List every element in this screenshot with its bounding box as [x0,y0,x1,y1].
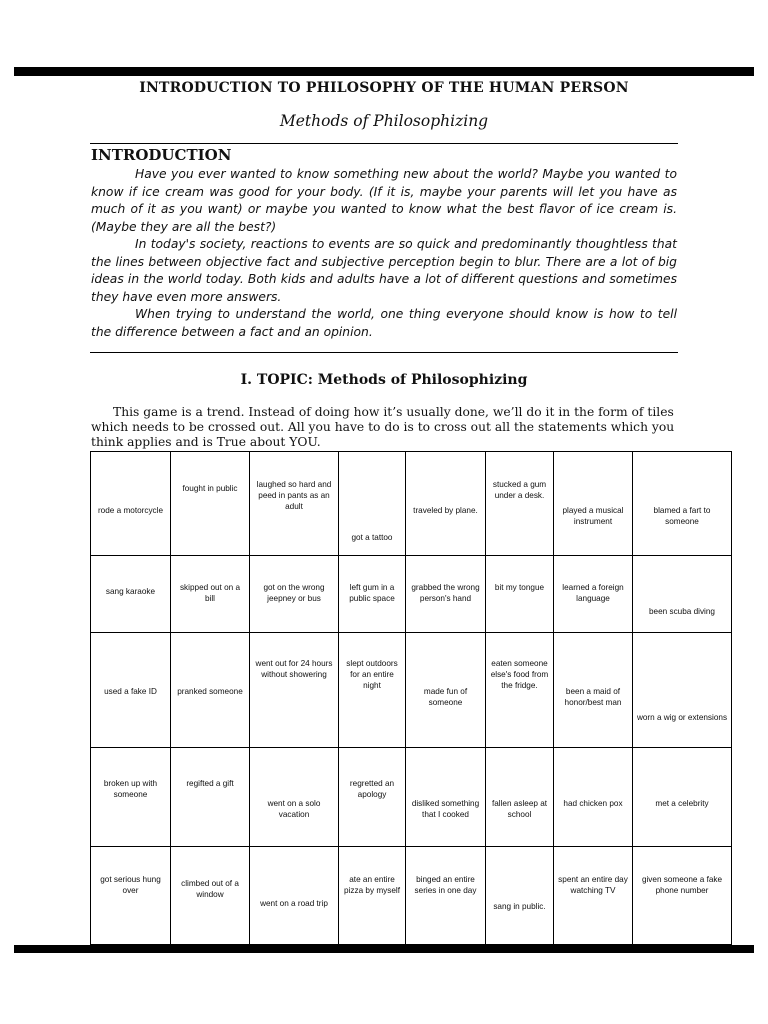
bingo-tile[interactable] [406,452,486,556]
bingo-tile-label: fallen asleep at school [491,799,548,819]
bingo-tile-label: got serious hung over [100,875,161,895]
bingo-tile-label: played a musical instrument [562,506,624,526]
bingo-tile[interactable] [406,556,486,633]
bingo-tile[interactable] [554,748,633,847]
intro-paragraph: Have you ever wanted to know something new about the world? Maybe you wanted to know if ice cream was good for your body. (If it is, maybe your parents will let you have as much of it as you want) or maybe you wanted to know what the best flavor of ice cream is. (Maybe they are all the best?) [91,167,677,234]
bingo-grid [90,451,732,945]
bingo-tile[interactable] [486,633,554,748]
bingo-tile[interactable] [171,556,250,633]
bingo-tile[interactable] [633,556,732,633]
bingo-tile[interactable] [91,633,171,748]
bingo-tile[interactable] [339,556,406,633]
bingo-tile[interactable] [554,633,633,748]
bingo-tile[interactable] [250,748,339,847]
bingo-row [91,556,732,633]
bingo-tile-label: went on a solo vacation [267,799,321,819]
bingo-tile-label: laughed so hard and peed in pants as an adult [256,480,332,511]
divider [90,143,678,144]
bingo-tile-label: left gum in a public space [349,583,395,603]
bingo-tile-label: been scuba diving [648,607,715,616]
intro-heading: INTRODUCTION [91,146,232,164]
bingo-row [91,847,732,945]
bingo-tile[interactable] [250,452,339,556]
bingo-tile-label: made fun of someone [423,687,468,707]
bingo-tile-label: slept outdoors for an entire night [346,659,398,690]
bingo-tile[interactable] [250,847,339,945]
top-rule [14,67,754,76]
bingo-tile-label: stucked a gum under a desk. [492,480,547,500]
bingo-tile-label: been a maid of honor/best man [564,687,622,707]
game-instructions-text: This game is a trend. Instead of doing how it’s usually done, we’ll do it in the form of tiles which needs to be crossed out. All you have to do is to cross out all the statements which you think applies and is True about YOU. [91,405,675,449]
bingo-tile-label: ate an entire pizza by myself [344,875,400,895]
bingo-tile-label: grabbed the wrong person's hand [411,583,480,603]
bingo-tile[interactable] [406,847,486,945]
bingo-tile[interactable] [554,847,633,945]
bingo-tile-label: eaten someone else's food from the fridge. [490,659,549,690]
game-instructions [91,405,681,450]
intro-paragraph: In today's society, reactions to events are so quick and predominantly thoughtless that the lines between objective fact and subjective perception begin to blur. There are a lot of big ideas in the world today. Both kids and adults have a lot of different questions and sometimes they have even more answers. [91,237,677,304]
bingo-tile-label: climbed out of a window [181,879,239,899]
bingo-tile-label: given someone a fake phone number [641,875,723,895]
bingo-tile[interactable] [633,847,732,945]
bingo-tile-label: learned a foreign language [562,583,624,603]
bingo-tile-label: regifted a gift [186,779,234,788]
bingo-tile-label: got a tattoo [351,533,393,542]
bingo-tile[interactable] [633,452,732,556]
bingo-tile-label: blamed a fart to someone [653,506,711,526]
bingo-tile[interactable] [486,847,554,945]
bingo-tile-label: traveled by plane. [413,506,478,515]
bingo-row [91,633,732,748]
bingo-tile-label: went out for 24 hours without showering [255,659,333,679]
bingo-tile-label: used a fake ID [104,687,157,696]
bingo-row [91,452,732,556]
bingo-tile[interactable] [633,633,732,748]
bingo-tile[interactable] [171,452,250,556]
bingo-tile[interactable] [486,556,554,633]
bingo-tile-label: went on a road trip [260,899,328,908]
bingo-tile-label: regretted an apology [349,779,395,799]
bingo-tile[interactable] [91,847,171,945]
bingo-tile[interactable] [339,452,406,556]
bingo-tile-label: bit my tongue [494,583,545,592]
bingo-tile-label: spent an entire day watching TV [558,875,628,895]
bingo-tile[interactable] [171,748,250,847]
bingo-tile-label: had chicken pox [563,799,623,808]
bingo-tile[interactable] [91,748,171,847]
intro-body [91,166,677,341]
bingo-tile[interactable] [486,452,554,556]
bingo-tile[interactable] [250,556,339,633]
bingo-tile[interactable] [250,633,339,748]
bingo-tile[interactable] [406,748,486,847]
bingo-tile[interactable] [339,633,406,748]
bingo-tile-label: binged an entire series in one day [414,875,477,895]
bingo-tile[interactable] [554,452,633,556]
bingo-tile[interactable] [339,748,406,847]
bingo-tile-label: broken up with someone [103,779,158,799]
bingo-row [91,748,732,847]
bingo-tile-label: disliked something that I cooked [411,799,480,819]
bingo-tile[interactable] [633,748,732,847]
bingo-tile[interactable] [91,556,171,633]
bingo-tile-label: worn a wig or extensions [636,713,728,722]
bingo-tile-label: pranked someone [177,687,243,696]
bingo-tile-label: sang in public. [493,902,546,911]
intro-paragraph: When trying to understand the world, one thing everyone should know is how to tell the difference between a fact and an opinion. [91,307,677,339]
bingo-tile[interactable] [171,633,250,748]
bingo-tile[interactable] [406,633,486,748]
bingo-tile-label: got on the wrong jeepney or bus [263,583,325,603]
bingo-tile[interactable] [554,556,633,633]
bingo-tile[interactable] [171,847,250,945]
bingo-tile[interactable] [91,452,171,556]
bingo-tile-label: met a celebrity [655,799,709,808]
bingo-tile-label: skipped out on a bill [179,583,241,603]
document-subtitle: Methods of Philosophizing [279,112,489,130]
document-title: INTRODUCTION TO PHILOSOPHY OF THE HUMAN PERSON [139,80,629,96]
divider [90,352,678,353]
topic-heading: I. TOPIC: Methods of Philosophizing [240,372,528,388]
bingo-tile[interactable] [486,748,554,847]
bingo-tile-label: fought in public [182,484,238,493]
bottom-rule [14,945,754,953]
bingo-tile[interactable] [339,847,406,945]
bingo-tile-label: sang karaoke [105,587,156,596]
bingo-tile-label: rode a motorcycle [97,506,164,515]
